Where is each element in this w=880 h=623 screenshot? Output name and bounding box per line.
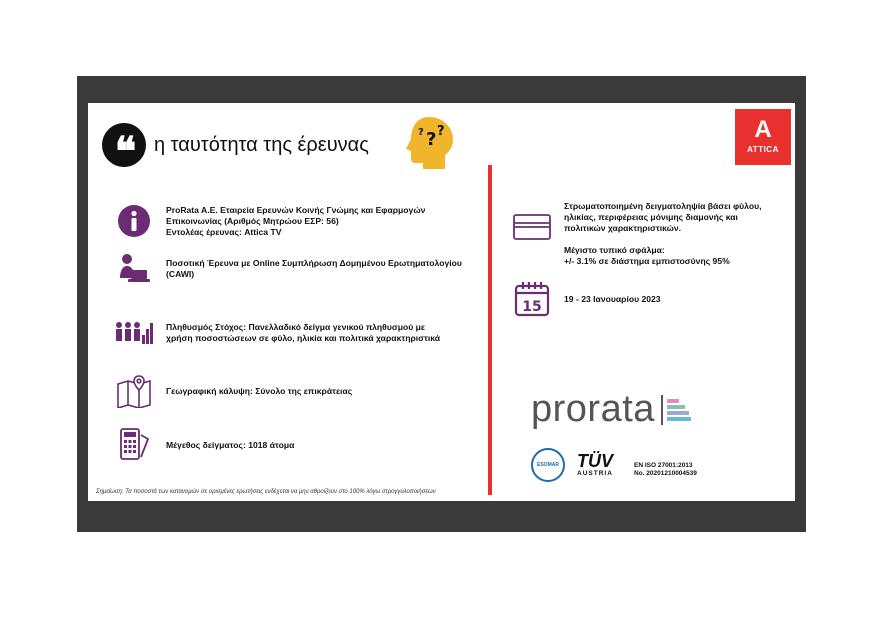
population-chart-icon (114, 313, 154, 353)
svg-text:?: ? (426, 129, 437, 150)
prorata-wordmark: prorata (531, 388, 655, 430)
item-text: χρήση ποσοστώσεων σε φύλο, ηλικία και πολιτικά χαρακτηριστικά (166, 333, 441, 343)
calendar-day: 15 (522, 299, 542, 315)
page-title: η ταυτότητα της έρευνας (154, 133, 369, 156)
svg-text:?: ? (437, 124, 445, 139)
item-text: ProRata A.E. Εταιρεία Ερευνών Κοινής Γνώμης και Εφαρμογών (166, 204, 426, 215)
item-text: πολιτικών χαρακτηριστικών. (564, 223, 682, 233)
item-text: Γεωγραφική κάλυψη: Σύνολο της επικράτειας (166, 385, 353, 396)
item-text: Επικοινωνίας (Αριθμός Μητρώου ΕΣΡ: 56) (166, 215, 339, 226)
list-item (114, 201, 466, 241)
list-item (114, 425, 466, 465)
item-text: (CAWI) (166, 269, 195, 279)
prorata-bars-icon (661, 393, 693, 427)
spacer (564, 234, 774, 245)
list-item (512, 279, 774, 319)
title-row (102, 123, 369, 175)
card-icon (512, 207, 552, 247)
tuv-wordmark: TÜV (577, 451, 613, 471)
tuv-subtitle: AUSTRIA (577, 470, 613, 477)
item-text: 19 - 23 Ιανουαρίου 2023 (564, 293, 661, 304)
item-text: ηλικίας, περιφέρειας μόνιμης διαμονής και (564, 212, 738, 222)
iso-standard: EN ISO 27001:2013 (634, 462, 693, 469)
iso-number: No. 20201210004539 (634, 470, 697, 477)
list-item (512, 187, 774, 267)
prorata-logo (531, 388, 693, 431)
attica-logo-name: ATTICA (747, 145, 779, 154)
laptop-user-icon (114, 249, 154, 289)
list-item (114, 313, 466, 353)
esomar-logo: ESOMAR (531, 448, 565, 482)
item-text: Μέγεθος δείγματος: 1018 άτομα (166, 439, 295, 450)
quote-icon: ❝ (102, 123, 146, 167)
question-head-icon (403, 113, 455, 173)
list-item (114, 371, 466, 411)
attica-logo (735, 109, 791, 165)
item-text: Εντολέας έρευνας: Attica TV (166, 226, 282, 237)
calculator-icon (114, 425, 154, 465)
certifications (531, 448, 781, 488)
item-text: Μέγιστο τυπικό σφάλμα: (564, 245, 665, 255)
slide (88, 103, 795, 501)
item-text: +/- 3.1% σε διάστημα εμπιστοσύνης 95% (564, 256, 730, 266)
attica-logo-letter: A (754, 116, 772, 143)
section-divider (488, 165, 492, 495)
list-item (114, 249, 466, 289)
map-pin-icon (114, 371, 154, 411)
tuv-logo (577, 452, 613, 477)
footnote: Σημείωση: Τα ποσοστά των κατανομών σε ορισμένες ερωτήσεις ενδέχεται να μην αθροίζουν στο 100% λόγω στρογγυλοποιήσεων (96, 489, 436, 495)
item-text: Ποσοτική Έρευνα με Online Συμπλήρωση Δομημένου Ερωτηματολογίου (166, 258, 462, 268)
item-text: Πληθυσμός Στόχος: Πανελλαδικό δείγμα γενικού πληθυσμού με (166, 322, 425, 332)
iso-certificate (634, 462, 697, 478)
calendar-icon (512, 279, 552, 319)
svg-text:?: ? (418, 127, 424, 138)
info-icon (114, 201, 154, 241)
item-text: Στρωματοποιημένη δειγματοληψία βάσει φύλου, (564, 201, 762, 211)
